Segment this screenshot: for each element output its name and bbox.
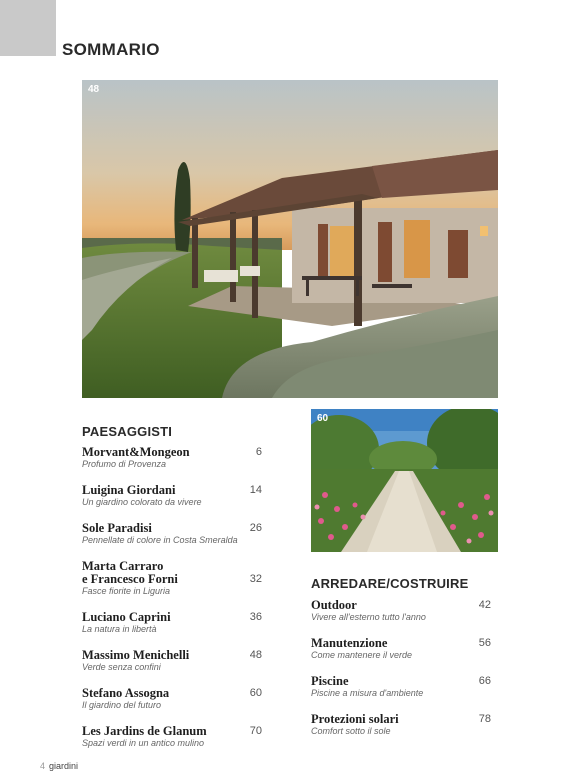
toc-entry-name: Piscine (311, 674, 349, 688)
toc-entry[interactable] (311, 675, 491, 699)
toc-entry-name: Les Jardins de Glanum (82, 724, 207, 738)
toc-entry-subtitle: Spazi verdi in un antico mulino (82, 738, 205, 748)
toc-entry[interactable] (311, 599, 491, 623)
toc-entry-name: Sole Paradisi (82, 521, 152, 535)
toc-entry[interactable] (82, 446, 262, 470)
toc-entry-page: 48 (249, 649, 262, 661)
toc-entry-page: 14 (249, 484, 262, 496)
toc-entry[interactable] (311, 713, 491, 737)
toc-entry-subtitle: Piscine a misura d'ambiente (311, 688, 424, 698)
toc-entry[interactable] (82, 560, 262, 597)
toc-entry-page: 26 (249, 522, 262, 534)
page-footer (40, 761, 78, 771)
toc-entry-name: Luigina Giordani (82, 483, 176, 497)
toc-entry-subtitle: Verde senza confini (82, 662, 161, 672)
toc-entry-name: Marta Carraro e Francesco Forni (82, 559, 178, 586)
garden-path-illustration (311, 409, 498, 552)
toc-entry-subtitle: Vivere all'esterno tutto l'anno (311, 612, 426, 622)
toc-entry-page: 66 (478, 675, 491, 687)
toc-entry[interactable] (311, 637, 491, 661)
toc-entry[interactable] (82, 725, 262, 749)
corner-block (0, 0, 56, 56)
toc-entry-page: 70 (249, 725, 262, 737)
toc-entry-subtitle: Il giardino del futuro (82, 700, 162, 710)
toc-entry-name: Manutenzione (311, 636, 388, 650)
toc-entry-subtitle: Come mantenere il verde (311, 650, 413, 660)
folio-number: 4 (40, 761, 46, 771)
toc-entry-name: Morvant&Mongeon (82, 445, 190, 459)
toc-entry-name: Massimo Menichelli (82, 648, 190, 662)
toc-entry[interactable] (82, 687, 262, 711)
magazine-name: giardini (49, 761, 79, 771)
villa-illustration (82, 80, 498, 398)
toc-entry-name: Luciano Caprini (82, 610, 171, 624)
toc-entry-subtitle: Comfort sotto il sole (311, 726, 391, 736)
section-heading-arredare: ARREDARE/COSTRUIRE (311, 576, 469, 591)
toc-entry-page: 32 (249, 573, 262, 585)
photo-page-number: 48 (88, 84, 100, 95)
toc-entry-subtitle: Pennellate di colore in Costa Smeralda (82, 535, 238, 545)
toc-entry-subtitle: Un giardino colorato da vivere (82, 497, 202, 507)
toc-entry-page: 56 (478, 637, 491, 649)
toc-entry-name: Stefano Assogna (82, 686, 170, 700)
toc-entry[interactable] (82, 484, 262, 508)
toc-list-paesaggisti (82, 446, 262, 763)
toc-entry-page: 6 (255, 446, 262, 458)
photo-villa-pergola (82, 80, 498, 398)
section-heading-paesaggisti: PAESAGGISTI (82, 424, 173, 439)
toc-entry[interactable] (82, 522, 262, 546)
toc-entry-name: Outdoor (311, 598, 357, 612)
photo-garden-path (311, 409, 498, 552)
toc-entry-page: 42 (478, 599, 491, 611)
toc-entry[interactable] (82, 611, 262, 635)
photo-page-number: 60 (317, 413, 329, 424)
toc-list-arredare (311, 599, 491, 751)
toc-entry-subtitle: La natura in libertà (82, 624, 157, 634)
toc-entry-page: 36 (249, 611, 262, 623)
page-title: SOMMARIO (62, 40, 160, 59)
toc-entry[interactable] (82, 649, 262, 673)
toc-entry-subtitle: Profumo di Provenza (82, 459, 167, 469)
toc-entry-subtitle: Fasce fiorite in Liguria (82, 586, 171, 596)
toc-entry-name: Protezioni solari (311, 712, 399, 726)
toc-entry-page: 78 (478, 713, 491, 725)
toc-entry-page: 60 (249, 687, 262, 699)
